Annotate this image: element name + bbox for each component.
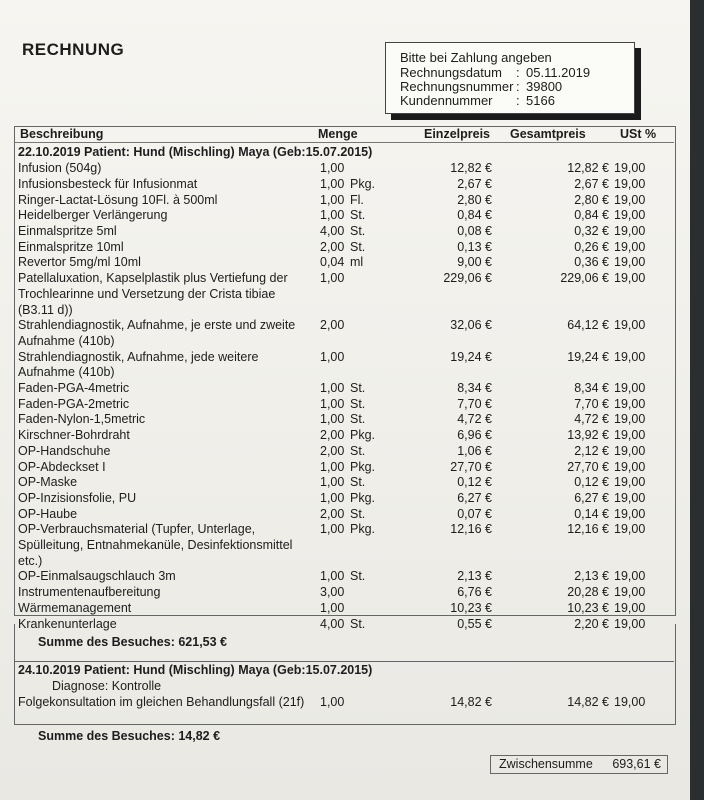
item-description: OP-Einmalsaugschlauch 3m bbox=[18, 569, 176, 584]
item-total-price: 10,23 € bbox=[567, 600, 609, 615]
item-unit-price: 7,70 € bbox=[457, 396, 492, 411]
item-quantity: 1,00 bbox=[320, 176, 345, 191]
subtotal-value: 693,61 € bbox=[612, 757, 661, 771]
item-vat-rate: 19,00 bbox=[614, 318, 646, 333]
item-total-price: 0,26 € bbox=[574, 239, 609, 254]
item-vat-rate: 19,00 bbox=[614, 255, 646, 270]
item-description: OP-Abdeckset I bbox=[18, 459, 106, 474]
item-total-price: 8,34 € bbox=[574, 381, 609, 395]
item-total-price: 64,12 € bbox=[567, 318, 609, 333]
item-unit-price: 0,08 € bbox=[457, 224, 492, 238]
item-quantity: 1,00 bbox=[320, 569, 345, 584]
item-quantity: 1,00 bbox=[320, 475, 345, 490]
item-description: Revertor 5mg/ml 10ml bbox=[18, 255, 141, 270]
item-unit-price: 6,27 € bbox=[457, 490, 492, 505]
item-vat-rate: 19,00 bbox=[614, 694, 646, 709]
item-unit-price: 8,34 € bbox=[457, 381, 492, 395]
item-unit: St. bbox=[350, 443, 366, 458]
item-vat-rate: 19,00 bbox=[614, 271, 646, 286]
item-unit: St. bbox=[350, 616, 366, 631]
item-description: OP-Inzisionsfolie, PU bbox=[18, 490, 137, 505]
item-unit: St. bbox=[350, 506, 366, 521]
invoice-date-label: Rechnungsdatum bbox=[400, 65, 502, 80]
header-description: Beschreibung bbox=[20, 127, 104, 141]
item-total-price: 2,80 € bbox=[574, 192, 609, 207]
item-quantity: 2,00 bbox=[320, 239, 345, 254]
item-quantity: 1,00 bbox=[320, 192, 345, 207]
item-vat-rate: 19,00 bbox=[614, 475, 646, 490]
item-unit-price: 4,72 € bbox=[457, 412, 492, 427]
item-quantity: 0,04 bbox=[320, 255, 345, 270]
item-unit: St. bbox=[350, 224, 366, 238]
item-vat-rate: 19,00 bbox=[614, 176, 646, 191]
item-description: Ringer-Lactat-Lösung 10Fl. à 500ml bbox=[18, 192, 218, 207]
item-vat-rate: 19,00 bbox=[614, 428, 646, 443]
item-vat-rate: 19,00 bbox=[614, 616, 646, 631]
item-description: OP-Maske bbox=[18, 475, 78, 490]
item-total-price: 2,13 € bbox=[574, 569, 609, 584]
item-vat-rate: 19,00 bbox=[614, 208, 646, 223]
item-vat-rate: 19,00 bbox=[614, 161, 646, 176]
item-vat-rate: 19,00 bbox=[614, 490, 646, 505]
item-description: OP-Haube bbox=[18, 506, 78, 521]
item-unit-price: 2,13 € bbox=[457, 569, 492, 584]
item-quantity: 1,00 bbox=[320, 271, 345, 286]
item-quantity: 1,00 bbox=[320, 349, 345, 364]
item-description: Kirschner-Bohrdraht bbox=[18, 428, 130, 443]
item-unit-price: 32,06 € bbox=[450, 318, 492, 333]
header-vat: USt % bbox=[620, 127, 657, 141]
item-vat-rate: 19,00 bbox=[614, 192, 646, 207]
item-total-price: 12,82 € bbox=[567, 161, 609, 176]
item-quantity: 2,00 bbox=[320, 443, 345, 458]
item-vat-rate: 19,00 bbox=[614, 569, 646, 584]
item-vat-rate: 19,00 bbox=[614, 506, 646, 521]
item-description: Strahlendiagnostik, Aufnahme, jede weitere Aufnahme (410b) bbox=[18, 349, 259, 380]
item-quantity: 3,00 bbox=[320, 585, 345, 600]
item-quantity: 1,00 bbox=[320, 381, 345, 395]
item-total-price: 0,32 € bbox=[574, 224, 609, 238]
item-description: Infusionsbesteck für Infusionmat bbox=[18, 176, 198, 191]
item-total-price: 13,92 € bbox=[567, 428, 609, 443]
payment-info-heading: Bitte bei Zahlung angeben bbox=[400, 50, 552, 65]
item-unit: Pkg. bbox=[350, 522, 376, 537]
item-total-price: 0,36 € bbox=[574, 255, 609, 270]
item-unit-price: 10,23 € bbox=[450, 600, 492, 615]
item-unit: Pkg. bbox=[350, 490, 376, 505]
item-vat-rate: 19,00 bbox=[614, 224, 646, 238]
item-unit-price: 9,00 € bbox=[457, 255, 492, 270]
item-vat-rate: 19,00 bbox=[614, 585, 646, 600]
item-unit: St. bbox=[350, 208, 366, 223]
item-unit: Pkg. bbox=[350, 428, 376, 443]
item-unit-price: 2,80 € bbox=[457, 192, 492, 207]
background-edge bbox=[690, 0, 704, 800]
header-unit-price: Einzelpreis bbox=[424, 127, 490, 141]
customer-number-value: 5166 bbox=[526, 93, 555, 108]
item-total-price: 20,28 € bbox=[567, 585, 609, 600]
item-unit-price: 19,24 € bbox=[450, 349, 492, 364]
item-total-price: 12,16 € bbox=[567, 522, 609, 537]
item-unit-price: 14,82 € bbox=[450, 694, 492, 709]
item-total-price: 27,70 € bbox=[567, 459, 609, 474]
item-description: Wärmemanagement bbox=[18, 600, 132, 615]
item-total-price: 2,20 € bbox=[574, 616, 609, 631]
visit-sum: Summe des Besuches: 14,82 € bbox=[38, 729, 221, 744]
item-total-price: 0,84 € bbox=[574, 208, 609, 223]
item-quantity: 1,00 bbox=[320, 161, 345, 176]
visit-sum: Summe des Besuches: 621,53 € bbox=[38, 635, 227, 650]
invoice-title: RECHNUNG bbox=[22, 40, 125, 59]
item-unit-price: 0,12 € bbox=[457, 475, 492, 490]
item-vat-rate: 19,00 bbox=[614, 349, 646, 364]
item-unit: St. bbox=[350, 381, 366, 395]
item-total-price: 2,12 € bbox=[574, 443, 609, 458]
item-quantity: 4,00 bbox=[320, 224, 345, 238]
item-vat-rate: 19,00 bbox=[614, 600, 646, 615]
invoice-number-label: Rechnungsnummer bbox=[400, 79, 514, 94]
item-quantity: 1,00 bbox=[320, 600, 345, 615]
item-total-price: 6,27 € bbox=[574, 490, 609, 505]
item-unit: St. bbox=[350, 475, 366, 490]
header-total-price: Gesamtpreis bbox=[510, 127, 586, 141]
item-total-price: 0,14 € bbox=[574, 506, 609, 521]
item-unit-price: 229,06 € bbox=[443, 271, 492, 286]
item-vat-rate: 19,00 bbox=[614, 522, 646, 537]
customer-number-label: Kundennummer bbox=[400, 93, 493, 108]
item-total-price: 19,24 € bbox=[567, 349, 609, 364]
item-unit: ml bbox=[350, 255, 364, 270]
item-unit-price: 1,06 € bbox=[457, 443, 492, 458]
item-unit-price: 0,55 € bbox=[457, 616, 492, 631]
item-total-price: 229,06 € bbox=[560, 271, 609, 286]
item-vat-rate: 19,00 bbox=[614, 239, 646, 254]
item-description: OP-Handschuhe bbox=[18, 443, 111, 458]
item-unit-price: 6,76 € bbox=[457, 585, 492, 600]
item-quantity: 1,00 bbox=[320, 412, 345, 427]
item-unit: Fl. bbox=[350, 192, 364, 207]
header-quantity: Menge bbox=[318, 127, 358, 141]
item-unit-price: 2,67 € bbox=[457, 176, 492, 191]
item-description: Folgekonsultation im gleichen Behandlungsfall (21f) bbox=[18, 694, 305, 709]
item-total-price: 7,70 € bbox=[574, 396, 609, 411]
invoice-number-row: Rechnungsnummer : 39800 bbox=[400, 79, 563, 94]
item-vat-rate: 19,00 bbox=[614, 412, 646, 427]
item-description: Patellaluxation, Kapselplastik plus Vertiefung der Trochlearinne und Versetzung der Crista tibiae (B3.11 d)) bbox=[18, 271, 288, 317]
item-total-price: 4,72 € bbox=[574, 412, 609, 427]
item-unit: St. bbox=[350, 396, 366, 411]
item-vat-rate: 19,00 bbox=[614, 459, 646, 474]
item-total-price: 14,82 € bbox=[567, 694, 609, 709]
invoice-number-value: 39800 bbox=[526, 79, 563, 94]
item-quantity: 1,00 bbox=[320, 396, 345, 411]
item-quantity: 1,00 bbox=[320, 694, 345, 709]
item-unit: Pkg. bbox=[350, 176, 376, 191]
item-quantity: 2,00 bbox=[320, 506, 345, 521]
item-description: Strahlendiagnostik, Aufnahme, je erste und zweite Aufnahme (410b) bbox=[18, 318, 296, 348]
item-vat-rate: 19,00 bbox=[614, 396, 646, 411]
item-unit: St. bbox=[350, 569, 366, 584]
item-description: Einmalspritze 5ml bbox=[18, 224, 117, 238]
item-description: Faden-PGA-2metric bbox=[18, 396, 130, 411]
item-unit-price: 12,16 € bbox=[450, 522, 492, 537]
item-vat-rate: 19,00 bbox=[614, 381, 646, 395]
item-unit: St. bbox=[350, 239, 366, 254]
item-unit: St. bbox=[350, 412, 366, 427]
invoice-date-value: 05.11.2019 bbox=[526, 65, 591, 80]
payment-info-box bbox=[385, 42, 635, 114]
item-unit-price: 0,13 € bbox=[457, 239, 492, 254]
item-quantity: 1,00 bbox=[320, 490, 345, 505]
item-unit-price: 6,96 € bbox=[457, 428, 492, 443]
item-quantity: 1,00 bbox=[320, 522, 345, 537]
item-description: OP-Verbrauchsmaterial (Tupfer, Unterlage, Spülleitung, Entnahmekanüle, Desinfektionsmittel etc.) bbox=[18, 522, 293, 568]
item-description: Heidelberger Verlängerung bbox=[18, 208, 168, 223]
item-description: Infusion (504g) bbox=[18, 161, 102, 176]
subtotal-label: Zwischensumme bbox=[499, 757, 593, 771]
item-quantity: 4,00 bbox=[320, 616, 345, 631]
item-unit-price: 12,82 € bbox=[450, 161, 492, 176]
second-visit-frame bbox=[14, 624, 676, 725]
item-description: Faden-PGA-4metric bbox=[18, 381, 130, 395]
item-description: Einmalspritze 10ml bbox=[18, 239, 124, 254]
item-quantity: 1,00 bbox=[320, 459, 345, 474]
item-unit: Pkg. bbox=[350, 459, 376, 474]
item-description: Krankenunterlage bbox=[18, 616, 117, 631]
visit-title: 24.10.2019 Patient: Hund (Mischling) Maya (Geb:15.07.2015) bbox=[18, 662, 373, 677]
item-total-price: 2,67 € bbox=[574, 176, 609, 191]
item-total-price: 0,12 € bbox=[574, 475, 609, 490]
customer-number-row: Kundennummer : 5166 bbox=[400, 93, 555, 108]
header-divider bbox=[14, 142, 674, 143]
item-description: Instrumentenaufbereitung bbox=[18, 585, 161, 600]
item-vat-rate: 19,00 bbox=[614, 443, 646, 458]
item-quantity: 1,00 bbox=[320, 208, 345, 223]
invoice-date-row: Rechnungsdatum : 05.11.2019 bbox=[400, 65, 591, 80]
item-unit-price: 27,70 € bbox=[450, 459, 492, 474]
item-description: Faden-Nylon-1,5metric bbox=[18, 412, 146, 427]
item-unit-price: 0,07 € bbox=[457, 506, 492, 521]
visit-diagnosis: Diagnose: Kontrolle bbox=[52, 679, 162, 694]
visit-title: 22.10.2019 Patient: Hund (Mischling) Maya (Geb:15.07.2015) bbox=[18, 145, 373, 159]
item-quantity: 2,00 bbox=[320, 428, 345, 443]
item-unit-price: 0,84 € bbox=[457, 208, 492, 223]
item-quantity: 2,00 bbox=[320, 318, 345, 333]
subtotal-box bbox=[490, 755, 668, 774]
